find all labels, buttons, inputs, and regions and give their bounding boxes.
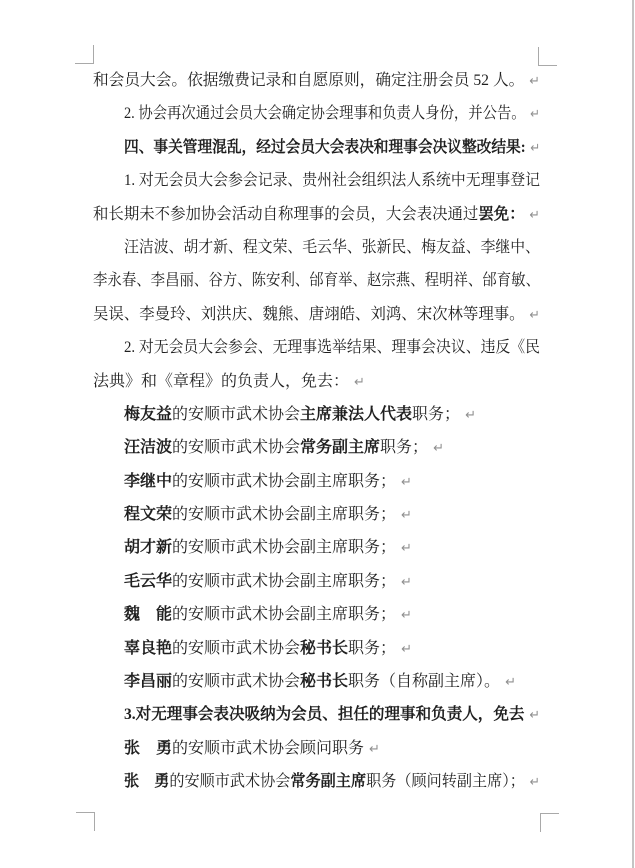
bold-text-segment: 程文荣 xyxy=(124,506,173,524)
paragraph-mark-icon: ↵ xyxy=(529,708,540,724)
line-text xyxy=(124,431,444,465)
text-line xyxy=(93,331,540,364)
text-segment: 吴误、李曼玲、刘洪庆、魏熊、唐翊皓、刘鸿、宋次林等理事。 xyxy=(93,305,525,323)
text-line xyxy=(93,665,540,698)
text-line xyxy=(93,565,540,598)
text-line xyxy=(93,465,540,498)
bold-text-segment: 秘书长 xyxy=(300,639,349,657)
line-text xyxy=(124,164,540,197)
paragraph-mark-icon: ↵ xyxy=(530,140,541,156)
bold-text-segment: 张 勇 xyxy=(124,773,170,791)
bold-text-segment: 四、事关管理混乱，经过会员大会表决和理事会决议整改结果: xyxy=(124,138,526,156)
bold-text-segment: 秘书长 xyxy=(300,673,349,691)
bold-text-segment: 3.对无理事会表决吸纳为会员、担任的理事和负责人，免去 xyxy=(124,706,525,724)
text-segment: 职务； xyxy=(380,439,429,457)
bold-text-segment: 李昌丽 xyxy=(124,673,173,691)
text-segment: 的安顺市武术协会副主席职务； xyxy=(172,539,397,557)
text-line xyxy=(93,365,540,398)
bold-text-segment: 张 勇 xyxy=(124,739,173,757)
paragraph-mark-icon: ↵ xyxy=(530,107,540,123)
paragraph-mark-icon: ↵ xyxy=(505,675,516,691)
text-line xyxy=(93,398,540,431)
text-segment: 2. 协会再次通过会员大会确定协会理事和负责人身份，并公告。 xyxy=(124,105,526,123)
text-segment: 的安顺市武术协会副主席职务； xyxy=(172,472,397,490)
margin-crop-mark-top-right-icon xyxy=(538,47,557,66)
bold-text-segment: 辜良艳 xyxy=(124,639,173,657)
paragraph-mark-icon: ↵ xyxy=(433,441,444,457)
text-segment: 的安顺市武术协会 xyxy=(169,773,291,791)
text-segment: 职务（顾问转副主席）； xyxy=(366,773,525,791)
text-segment: 2. 对无会员大会参会、无理事选举结果、理事会决议、违反《民 xyxy=(124,339,541,357)
line-text xyxy=(124,331,540,364)
text-line xyxy=(93,298,540,331)
paragraph-mark-icon: ↵ xyxy=(369,741,380,757)
paragraph-mark-icon: ↵ xyxy=(401,574,412,590)
paragraph-mark-icon: ↵ xyxy=(529,307,540,323)
text-area xyxy=(93,64,540,799)
bold-text-segment: 罢免： xyxy=(478,205,525,223)
text-line xyxy=(93,698,540,731)
line-text xyxy=(124,598,412,632)
line-text xyxy=(93,264,540,297)
paragraph-mark-icon: ↵ xyxy=(401,508,412,524)
line-text xyxy=(124,765,540,799)
text-line xyxy=(93,97,540,130)
text-line xyxy=(93,64,540,97)
paragraph-mark-icon: ↵ xyxy=(529,775,540,791)
bold-text-segment: 胡才新 xyxy=(124,539,173,557)
margin-crop-mark-top-left-icon xyxy=(75,45,94,64)
line-text xyxy=(124,698,540,732)
bold-text-segment: 毛云华 xyxy=(124,572,173,590)
paragraph-mark-icon: ↵ xyxy=(401,608,412,624)
line-text xyxy=(124,398,476,432)
text-segment: 1. 对无会员大会参会记录、贵州社会组织法人系统中无理事登记 xyxy=(124,172,541,190)
line-text xyxy=(93,365,365,399)
text-segment: 的安顺市武术协会 xyxy=(172,439,301,457)
paragraph-mark-icon: ↵ xyxy=(529,74,540,89)
paragraph-mark-icon: ↵ xyxy=(401,474,412,490)
line-text xyxy=(124,665,516,699)
bold-text-segment: 魏 能 xyxy=(124,606,173,624)
text-segment: 职务（自称副主席）。 xyxy=(348,673,501,691)
text-line xyxy=(93,732,540,765)
text-segment: 法典》和《章程》的负责人，免去： xyxy=(93,372,350,390)
text-line xyxy=(93,531,540,564)
text-line xyxy=(93,264,540,297)
paragraph-mark-icon: ↵ xyxy=(354,374,365,390)
line-text xyxy=(124,498,412,532)
line-text xyxy=(124,531,412,565)
text-segment: 的安顺市武术协会顾问职务 xyxy=(172,739,365,757)
text-segment: 职务； xyxy=(348,639,397,657)
line-text xyxy=(93,64,540,98)
paragraph-mark-icon: ↵ xyxy=(401,641,412,657)
line-text xyxy=(124,97,540,131)
line-text xyxy=(124,231,540,264)
bold-text-segment: 常务副主席 xyxy=(290,773,367,791)
text-segment: 的安顺市武术协会副主席职务； xyxy=(172,606,397,624)
text-segment: 的安顺市武术协会 xyxy=(172,639,301,657)
text-segment: 的安顺市武术协会 xyxy=(172,673,301,691)
text-segment: 职务； xyxy=(412,405,461,423)
bold-text-segment: 常务副主席 xyxy=(300,439,381,457)
text-line xyxy=(93,198,540,231)
text-line xyxy=(93,498,540,531)
line-text xyxy=(124,632,412,666)
bold-text-segment: 主席兼法人代表 xyxy=(300,405,413,423)
text-line xyxy=(93,765,540,798)
paragraph-mark-icon: ↵ xyxy=(401,541,412,557)
text-segment: 和会员大会。依据缴费记录和自愿原则，确定注册会员 52 人。 xyxy=(93,72,525,89)
text-segment: 和长期未不参加协会活动自称理事的会员，大会表决通过 xyxy=(93,205,479,223)
bold-text-segment: 汪洁波 xyxy=(124,439,173,457)
paragraph-mark-icon: ↵ xyxy=(465,407,476,423)
line-text xyxy=(93,298,540,332)
margin-crop-mark-bottom-right-icon xyxy=(540,813,559,832)
text-line xyxy=(93,598,540,631)
text-line xyxy=(93,164,540,197)
text-line xyxy=(93,632,540,665)
bold-text-segment: 李继中 xyxy=(124,472,173,490)
page-edge-line xyxy=(632,0,634,868)
margin-crop-mark-bottom-left-icon xyxy=(76,812,95,831)
line-text xyxy=(124,465,412,499)
text-segment: 的安顺市武术协会 xyxy=(172,405,301,423)
text-line xyxy=(93,231,540,264)
text-segment: 的安顺市武术协会副主席职务； xyxy=(172,506,397,524)
line-text xyxy=(124,565,412,599)
text-segment: 汪洁波、胡才新、程文荣、毛云华、张新民、梅友益、李继中、 xyxy=(124,238,541,256)
text-line xyxy=(93,131,540,164)
line-text xyxy=(93,198,540,232)
line-text xyxy=(124,131,540,165)
line-text xyxy=(124,732,380,766)
text-line xyxy=(93,431,540,464)
bold-text-segment: 梅友益 xyxy=(124,405,173,423)
paragraph-mark-icon: ↵ xyxy=(529,207,540,223)
text-segment: 的安顺市武术协会副主席职务； xyxy=(172,572,397,590)
text-segment: 李永春、李昌丽、谷方、陈安利、邰育举、赵宗燕、程明祥、邰育敏、 xyxy=(93,272,541,290)
